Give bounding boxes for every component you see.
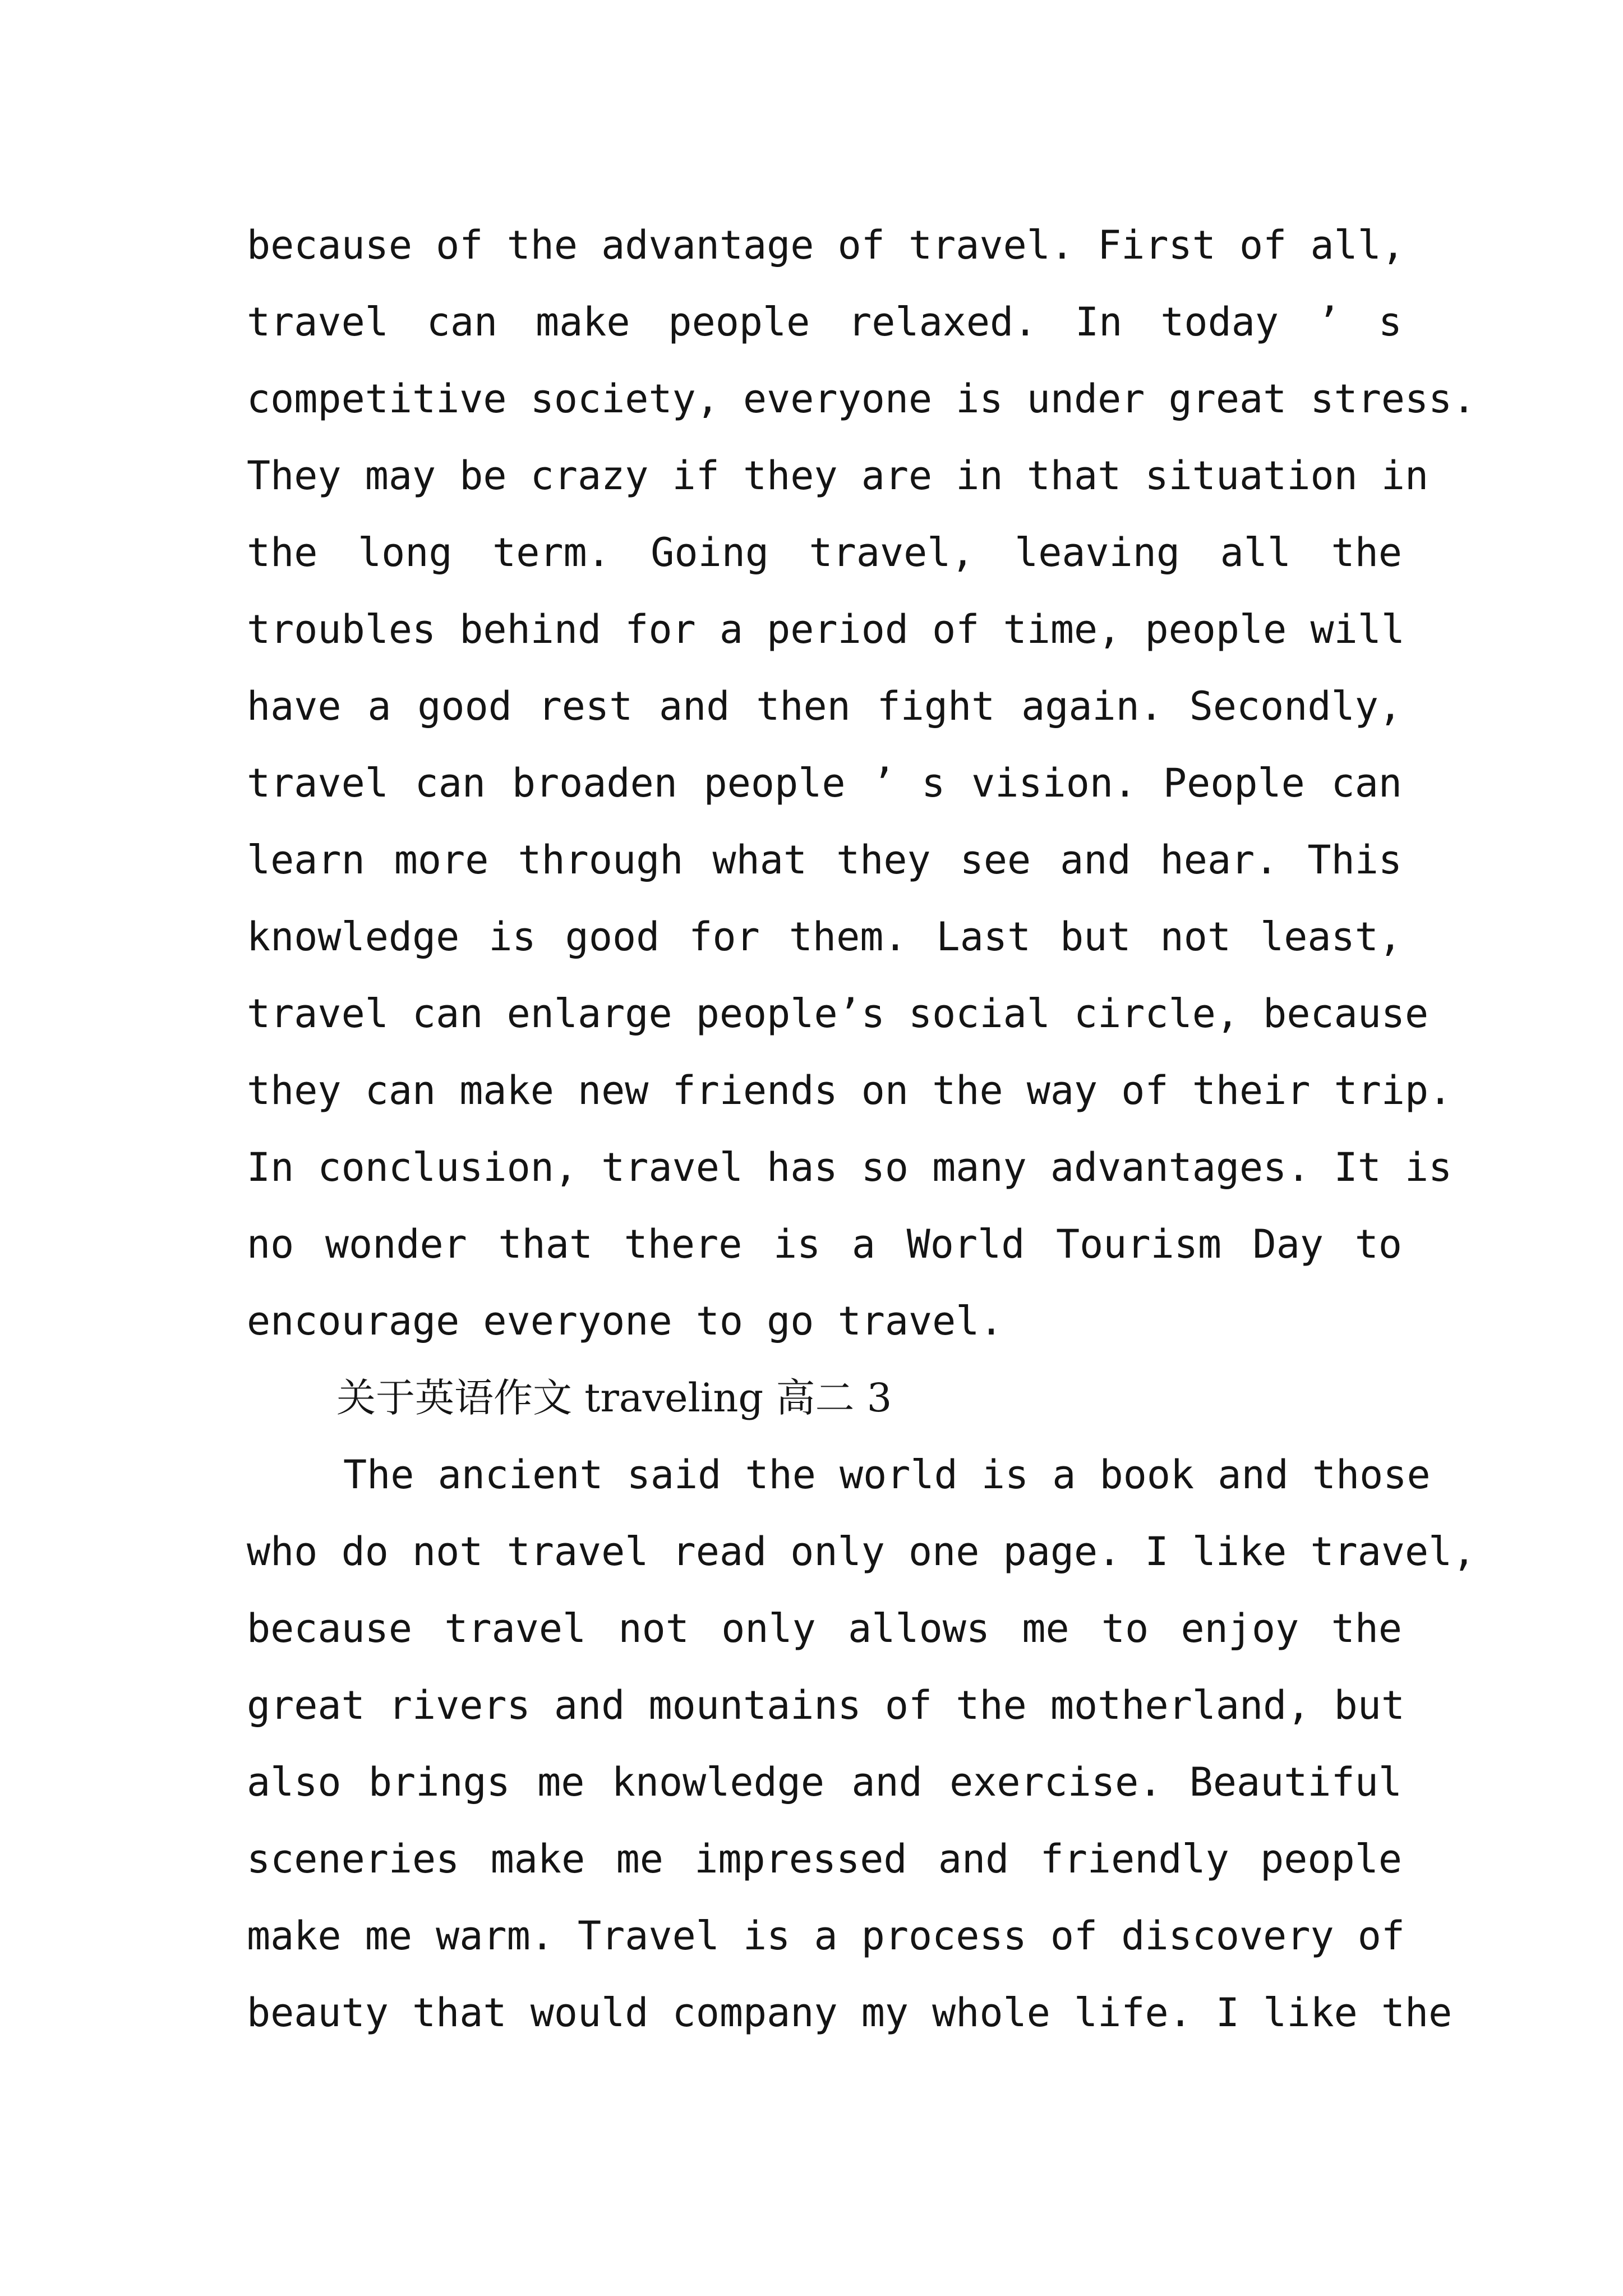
paragraph-line: have a good rest and then fight again. Secondly,	[247, 683, 1402, 729]
paragraph-line: because travel not only allows me to enjoy the	[247, 1605, 1402, 1651]
paragraph-line: knowledge is good for them. Last but not least,	[247, 914, 1402, 960]
paragraph-line: The ancient said the world is a book and those	[343, 1452, 1431, 1498]
paragraph-line: beauty that would company my whole life. I like the	[247, 1990, 1453, 2036]
paragraph-line: travel can make people relaxed. In today ’ s	[247, 299, 1402, 345]
paragraph-line: they can make new friends on the way of their trip.	[247, 1068, 1453, 1114]
paragraph-line: travel can enlarge people’s social circle, because	[247, 991, 1429, 1037]
paragraph-line: In conclusion, travel has so many advantages. It is	[247, 1144, 1453, 1190]
paragraph-line: They may be crazy if they are in that situation in	[247, 453, 1429, 499]
paragraph-line: troubles behind for a period of time, people will	[247, 606, 1405, 652]
paragraph-line: competitive society, everyone is under great stress.	[247, 376, 1476, 422]
paragraph-line: who do not travel read only one page. I like travel,	[247, 1529, 1476, 1575]
paragraph-line: travel can broaden people ’ s vision. People can	[247, 760, 1402, 806]
paragraph-line: learn more through what they see and hear. This	[247, 837, 1402, 883]
paragraph-line: the long term. Going travel, leaving all the	[247, 530, 1402, 576]
paragraph-line: because of the advantage of travel. First of all,	[247, 222, 1405, 268]
paragraph-line: also brings me knowledge and exercise. Beautiful	[247, 1759, 1402, 1805]
paragraph-line: encourage everyone to go travel.	[247, 1298, 1003, 1344]
paragraph-line: great rivers and mountains of the motherland, but	[247, 1682, 1405, 1728]
section-heading: 关于英语作文 traveling 高二 3	[336, 1375, 892, 1421]
paragraph-line: sceneries make me impressed and friendly people	[247, 1836, 1402, 1882]
paragraph-line: no wonder that there is a World Tourism Day to	[247, 1221, 1402, 1267]
paragraph-line: make me warm. Travel is a process of discovery of	[247, 1913, 1405, 1959]
